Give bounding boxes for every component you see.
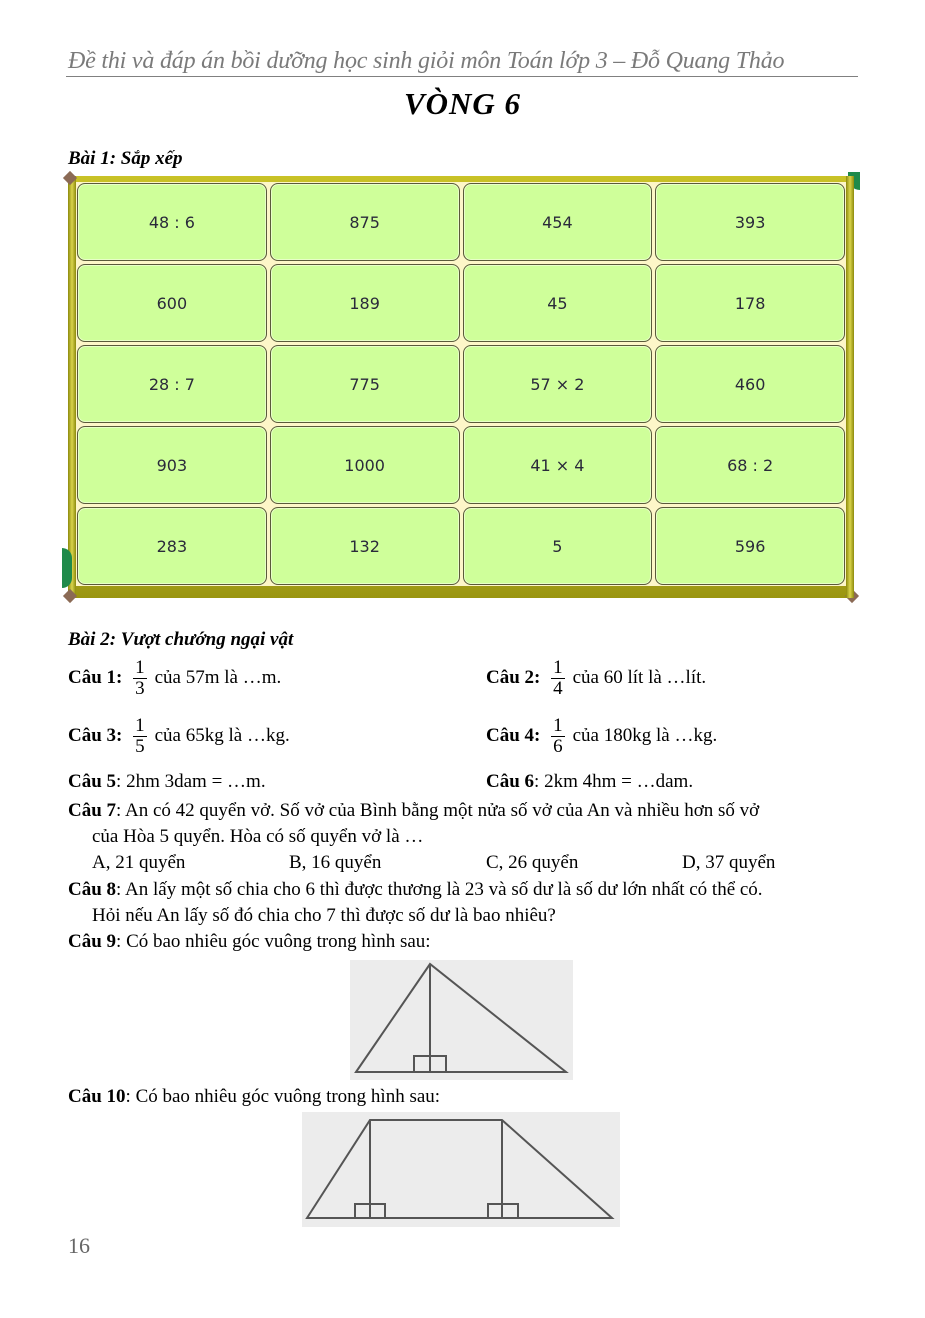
question-label: Câu 9 [68,931,117,952]
exercise-2-heading: Bài 2: Vượt chướng ngại vật [68,629,294,650]
question-text: 2km 4hm = …dam. [544,771,694,792]
trapezoid-figure [302,1112,620,1227]
sorting-tile[interactable]: 178 [655,264,845,342]
sorting-tile[interactable]: 189 [270,264,460,342]
sorting-tile[interactable]: 132 [270,507,460,585]
question-1: Câu 1: $\frac{1}{3}$ của 57m là …m. [68,657,282,699]
sorting-tile[interactable]: 5 [463,507,653,585]
running-header-text: Đề thi và đáp án bồi dưỡng học sinh giỏi môn Toán lớp 3 – Đỗ Quang Thảo [68,48,785,74]
question-text: của 180kg là …kg. [572,724,718,746]
sorting-tile[interactable]: 28 : 7 [77,345,267,423]
trapezoid-diagram [302,1112,620,1227]
sorting-tile[interactable]: 68 : 2 [655,426,845,504]
question-text-line-1: An lấy một số chia cho 6 thì được thương là 23 và số dư là số dư lớn nhất có thể có. [125,879,763,900]
question-10: Câu 10: Có bao nhiêu góc vuông trong hình sau: [68,1086,441,1107]
fraction: $\frac{1}{6}$ [553,715,563,757]
sorting-tile[interactable]: 600 [77,264,267,342]
frame-corner-knot [63,171,77,185]
question-label: Câu 3 [68,724,117,746]
sorting-tile[interactable]: 460 [655,345,845,423]
running-header [66,48,858,77]
question-9: Câu 9: Có bao nhiêu góc vuông trong hình sau: [68,931,431,952]
question-text: của 60 lít là …lít. [572,666,707,688]
sorting-tile[interactable]: 57 × 2 [463,345,653,423]
question-label: Câu 1 [68,666,117,688]
fraction: $\frac{1}{4}$ [553,657,563,699]
answer-option-d: D, 37 quyển [682,852,776,873]
question-text: của 57m là …m. [154,666,282,688]
question-label: Câu 10 [68,1086,126,1107]
sorting-tile[interactable]: 903 [77,426,267,504]
question-text: 2hm 3dam = …m. [126,771,266,792]
sorting-tile[interactable]: 454 [463,183,653,261]
exercise-1-heading: Bài 1: Sắp xếp [68,148,183,169]
fraction: $\frac{1}{5}$ [135,715,145,757]
fraction: $\frac{1}{3}$ [135,657,145,699]
trapezoid-outline [307,1120,612,1218]
sorting-grid [76,182,846,586]
question-label: Câu 5 [68,771,117,792]
question-text-line-1: An có 42 quyển vở. Số vở của Bình bằng một nửa số vở của An và nhiều hơn số vở [125,800,760,821]
question-3: Câu 3: $\frac{1}{5}$ của 65kg là …kg. [68,715,290,757]
sorting-tile[interactable]: 1000 [270,426,460,504]
question-8-line-2: Hỏi nếu An lấy số đó chia cho 7 thì được số dư là bao nhiêu? [92,905,556,926]
answer-option-a: A, 21 quyển [92,852,186,873]
question-label: Câu 6 [486,771,535,792]
sorting-tile[interactable]: 283 [77,507,267,585]
question-label: Câu 8 [68,879,117,900]
frame-corner-knot [63,589,77,603]
question-label: Câu 4 [486,724,535,746]
sorting-tile[interactable]: 45 [463,264,653,342]
triangle-diagram [350,960,573,1080]
sorting-tile[interactable]: 875 [270,183,460,261]
question-7-line-2: của Hòa 5 quyển. Hòa có số quyển vở là … [92,826,424,847]
question-text: Có bao nhiêu góc vuông trong hình sau: [135,1086,441,1107]
question-text: Có bao nhiêu góc vuông trong hình sau: [126,931,431,952]
triangle-figure [350,960,573,1080]
question-6: Câu 6: 2km 4hm = …dam. [486,771,694,792]
answer-option-c: C, 26 quyển [486,852,579,873]
answer-option-b: B, 16 quyển [289,852,382,873]
question-label: Câu 2 [486,666,535,688]
question-text: của 65kg là …kg. [154,724,290,746]
sorting-grid-frame [68,176,854,598]
sorting-tile[interactable]: 596 [655,507,845,585]
bamboo-leaf-icon [848,172,860,190]
triangle-outline [356,964,566,1072]
question-5: Câu 5: 2hm 3dam = …m. [68,771,266,792]
sorting-tile[interactable]: 41 × 4 [463,426,653,504]
sorting-tile[interactable]: 775 [270,345,460,423]
question-label: Câu 7 [68,800,117,821]
question-4: Câu 4: $\frac{1}{6}$ của 180kg là …kg. [486,715,718,757]
bamboo-leaf-icon [62,548,72,588]
page-number: 16 [68,1233,90,1258]
question-2: Câu 2: $\frac{1}{4}$ của 60 lít là …lít. [486,657,707,699]
sorting-tile[interactable]: 48 : 6 [77,183,267,261]
question-7: Câu 7: An có 42 quyển vở. Số vở của Bình bằng một nửa số vở của An và nhiều hơn số vở [68,800,760,821]
question-8: Câu 8: An lấy một số chia cho 6 thì được thương là 23 và số dư là số dư lớn nhất có thể có. [68,879,763,900]
round-title: VÒNG 6 [403,86,522,121]
sorting-tile[interactable]: 393 [655,183,845,261]
frame-corner-knot [845,589,859,603]
